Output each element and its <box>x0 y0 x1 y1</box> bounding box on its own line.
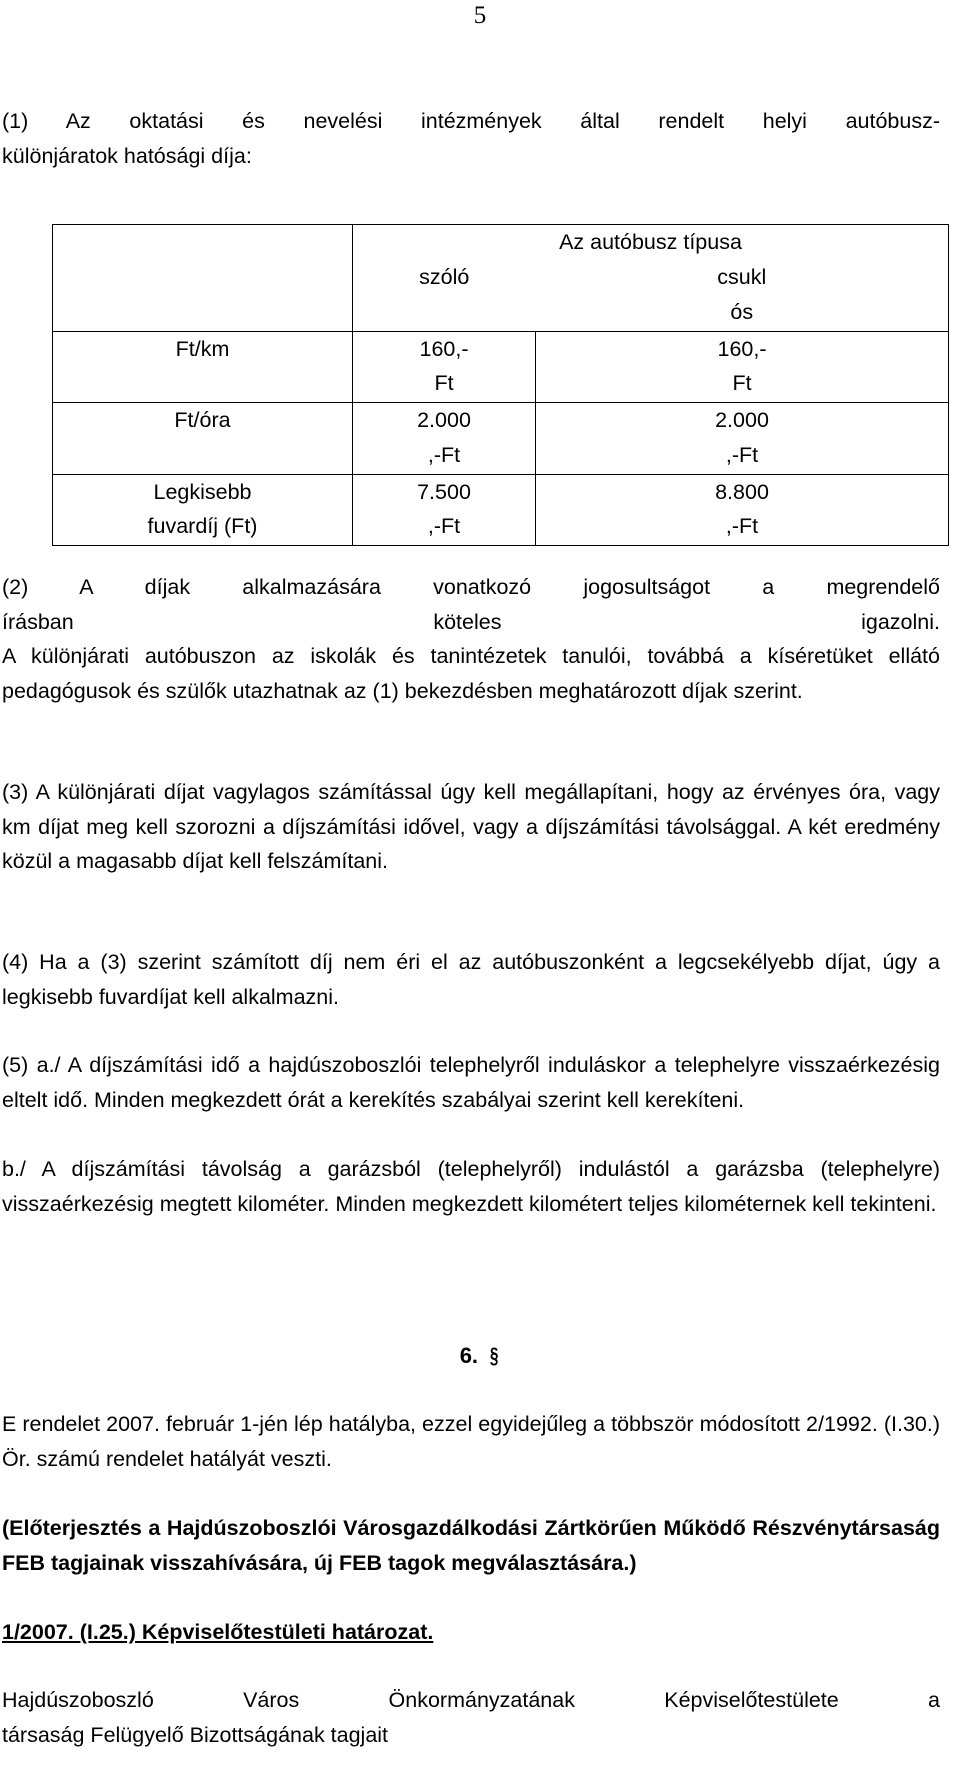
paragraph-7-proposal: (Előterjesztés a Hajdúszoboszlói Városgazdálkodási Zártkörűen Működő Részvénytársaság FEB tagjainak visszahívására, új FEB tagok megválasztására.) <box>2 1516 940 1575</box>
table-corner-cell <box>53 225 353 332</box>
paragraph-8-line-2: társaság Felügyelő Bizottságának tagjait <box>2 1722 389 1747</box>
paragraph-8 <box>2 1683 940 1752</box>
resolution-title-wrap <box>2 1615 940 1650</box>
col-solo-header: szóló <box>353 260 536 331</box>
row-value-articulated: 160,- Ft <box>536 331 949 402</box>
col-articulated-header-l2: ós <box>730 299 754 324</box>
table-row <box>53 474 949 545</box>
bus-type-header: Az autóbusz típusa <box>353 225 949 261</box>
section-symbol: § <box>489 1343 499 1368</box>
paragraph-5b: b./ A díjszámítási távolság a garázsból (telephelyről) indulástól a garázsba (telephelyre) visszaérkezésig megtett kilométer. Minden megkezdett kilométert teljes kilométernek kell tekinteni. <box>2 1157 940 1216</box>
row-label: Legkisebb fuvardíj (Ft) <box>53 474 353 545</box>
col-articulated-header-l1: csukl <box>717 265 767 290</box>
paragraph-1 <box>2 104 940 173</box>
paragraph-8-line-1: Hajdúszoboszló Város Önkormányzatának Képviselőtestülete a <box>2 1688 940 1712</box>
paragraph-1-line-2: különjáratok hatósági díja: <box>2 143 252 168</box>
row-value-articulated: 2.000 ,-Ft <box>536 403 949 474</box>
col-articulated-header <box>536 260 949 331</box>
paragraph-3: (3) A különjárati díjat vagylagos számítással úgy kell megállapítani, hogy az érvényes óra, vagy km díjat meg kell szorozni a díjszámítási idővel, vagy a díjszámítási távolsággal. A két eredmény közül a magasabb díjat kell felszámítani. <box>2 780 940 874</box>
page-number: 5 <box>473 2 487 29</box>
row-value-solo: 2.000 ,-Ft <box>353 403 536 474</box>
paragraph-2-rest: A különjárati autóbuszon az iskolák és tanintézetek tanulói, továbbá a kíséretüket ellátó pedagógusok és szülők utazhatnak az (1) bekezdésben meghatározott díjak szerint. <box>2 644 940 703</box>
paragraph-2-line-1: (2) A díjak alkalmazására vonatkozó jogosultságot a megrendelő <box>2 575 940 599</box>
row-value-solo: 7.500 ,-Ft <box>353 474 536 545</box>
paragraph-2 <box>2 570 940 708</box>
row-value-articulated: 8.800 ,-Ft <box>536 474 949 545</box>
table-header-row <box>53 225 949 261</box>
paragraph-2-line-2: írásban köteles igazolni. <box>2 609 940 634</box>
table-row <box>53 331 949 402</box>
fee-table <box>52 224 949 546</box>
row-label: Ft/km <box>53 331 353 402</box>
table-row <box>53 403 949 474</box>
section-heading <box>0 1339 960 1373</box>
row-label: Ft/óra <box>53 403 353 474</box>
section-number: 6. <box>459 1343 479 1368</box>
row-value-solo: 160,- Ft <box>353 331 536 402</box>
resolution-title: 1/2007. (I.25.) Képviselőtestületi határozat. <box>2 1620 434 1644</box>
paragraph-1-line-1: (1) Az oktatási és nevelési intézmények által rendelt helyi autóbusz- <box>2 109 940 133</box>
paragraph-4: (4) Ha a (3) szerint számított díj nem éri el az autóbuszonként a legcsekélyebb díjat, úgy a legkisebb fuvardíjat kell alkalmazni. <box>2 950 940 1009</box>
paragraph-5a: (5) a./ A díjszámítási idő a hajdúszoboszlói telephelyről induláskor a telephelyre visszaérkezésig eltelt idő. Minden megkezdett órát a kerekítés szabályai szerint kell kerekíteni. <box>2 1053 940 1112</box>
paragraph-6: E rendelet 2007. február 1-jén lép hatályba, ezzel egyidejűleg a többször módosított 2/1992. (I.30.) Ör. számú rendelet hatályát veszti. <box>2 1412 940 1471</box>
